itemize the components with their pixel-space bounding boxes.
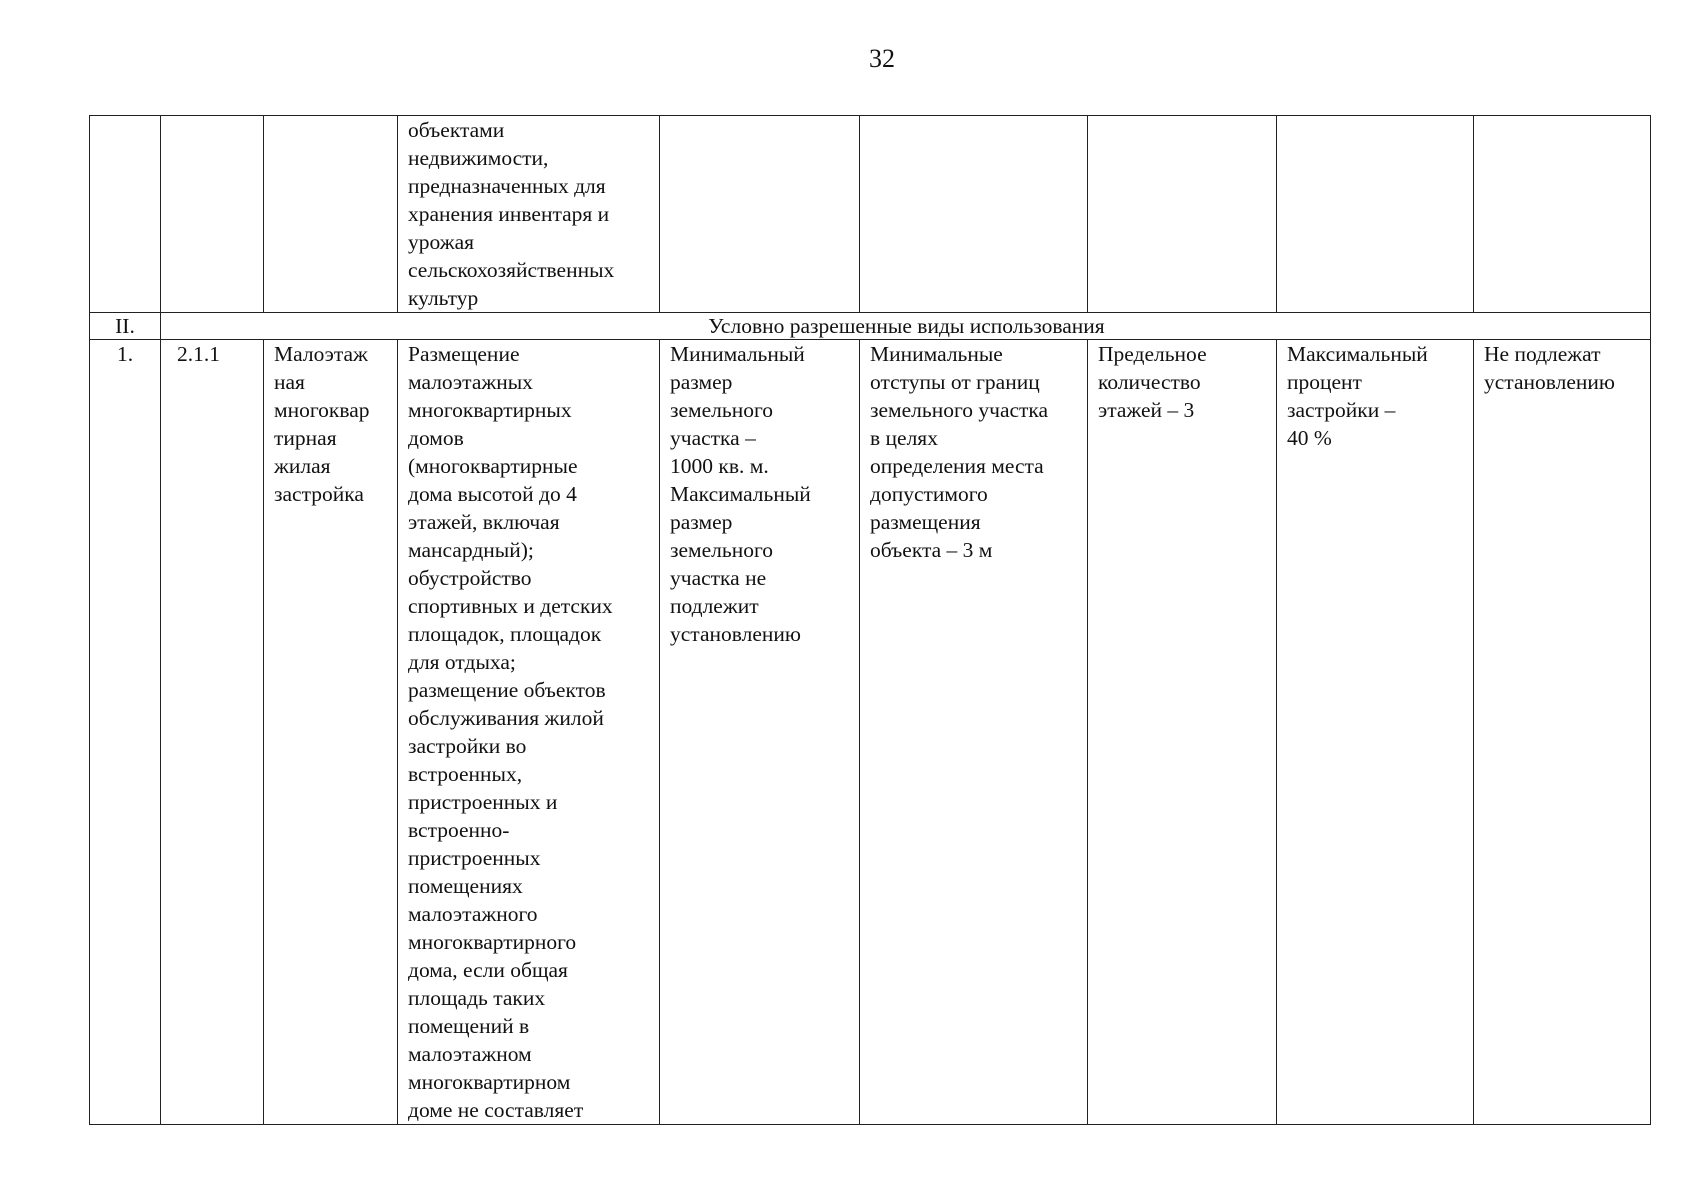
section-title: Условно разрешенные виды использования [161,313,1651,340]
table-row-continuation [90,116,1651,313]
cell-floors: Предельное количество этажей – 3 [1088,340,1277,1125]
cell-setbacks: Минимальные отступы от границ земельного участка в целях определения места допустимого размещения объекта – 3 м [860,340,1088,1125]
cell-plot-size [660,116,860,313]
cell-code [161,116,264,313]
cell-plot-size: Минимальный размер земельного участка – 1000 кв. м. Максимальный размер земельного участка не подлежит установлению [660,340,860,1125]
table-row [90,340,1651,1125]
cell-other [1474,116,1651,313]
cell-coverage [1277,116,1474,313]
cell-number [90,116,161,313]
regulations-table [89,115,1651,1125]
page-number: 32 [869,44,895,73]
section-number: II. [90,313,161,340]
cell-description: объектами недвижимости, предназначенных для хранения инвентаря и урожая сельскохозяйственных культур [398,116,660,313]
cell-name [264,116,398,313]
cell-floors [1088,116,1277,313]
cell-name: Малоэтаж ная многоквар тирная жилая застройка [264,340,398,1125]
cell-other: Не подлежат установлению [1474,340,1651,1125]
cell-number: 1. [90,340,161,1125]
cell-description: Размещение малоэтажных многоквартирных домов (многоквартирные дома высотой до 4 этажей, включая мансардный); обустройство спортивных и детских площадок, площадок для отдыха; размещение объектов обслуживания жилой застройки во встроенных, пристроенных и встроенно- пристроенных помещениях малоэтажного многоквартирного дома, если общая площадь таких помещений в малоэтажном многоквартирном доме не составляет [398,340,660,1125]
cell-code: 2.1.1 [161,340,264,1125]
table-row-section-header [90,313,1651,340]
cell-coverage: Максимальный процент застройки – 40 % [1277,340,1474,1125]
cell-setbacks [860,116,1088,313]
